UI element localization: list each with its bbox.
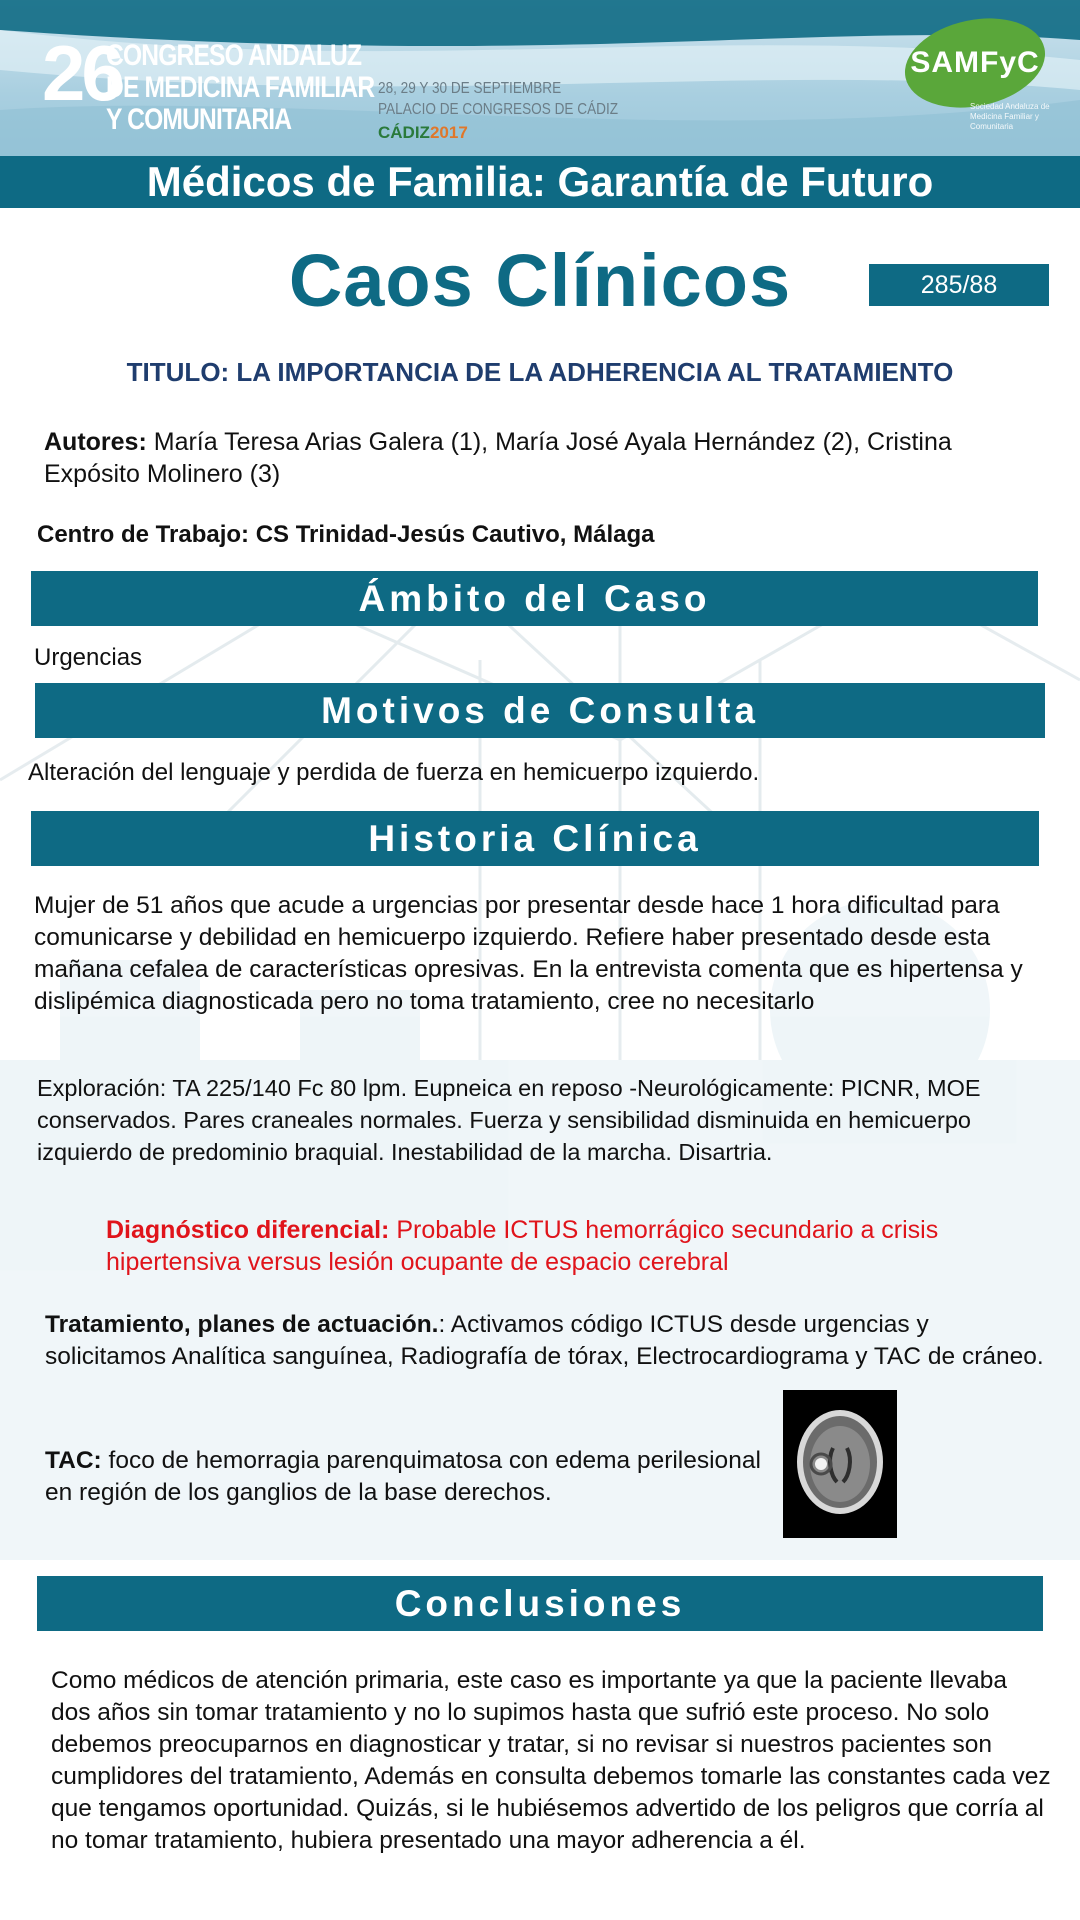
diagnostico-text: Probable ICTUS hemorrágico secundario a crisis hipertensiva versus lesión ocupante de espacio cerebral	[106, 1216, 939, 1276]
heading-historia: Historia Clínica	[31, 811, 1039, 866]
motivos-text: Alteración del lenguaje y perdida de fuerza en hemicuerpo izquierdo.	[28, 759, 760, 786]
congress-number: 26	[42, 29, 121, 117]
ct-scan-image	[783, 1390, 897, 1538]
congress-venue-line: PALACIO DE CONGRESOS DE CÁDIZ	[378, 101, 619, 118]
congress-dates	[378, 78, 618, 120]
tac	[45, 1445, 775, 1509]
congress-dates-line: 28, 29 Y 30 DE SEPTIEMBRE	[378, 80, 562, 97]
logo-subtitle: Sociedad Andaluza de Medicina Familiar y Comunitaria	[970, 102, 1050, 131]
tac-label: TAC:	[45, 1447, 102, 1474]
conclusiones-text: Como médicos de atención primaria, este caso es importante ya que la paciente llevaba dos años sin tomar tratamiento y no lo supimos hasta que sufrió este proceso. No solo debemos preocuparnos en diagnosticar y tratar, si no revisar si nuestros pacientes son cumplidores del tratamiento, Además en consulta debemos tomarle las constantes cada vez que tengamos oportunidad. Quizás, si le hubiésemos advertido de los peligros que corría al no tomar tratamiento, hubiera presentado una mayor adherencia a él.	[51, 1667, 1051, 1854]
congress-name-line: CONGRESO ANDALUZ	[106, 39, 362, 72]
logo-text: SAMFyC	[910, 46, 1040, 79]
authors-text: María Teresa Arias Galera (1), María José Ayala Hernández (2), Cristina Expósito Molinero (3)	[44, 428, 952, 488]
congress-city-year	[378, 123, 468, 143]
congress-city: CÁDIZ	[378, 123, 430, 142]
historia-text: Mujer de 51 años que acude a urgencias por presentar desde hace 1 hora dificultad para comunicarse y debilidad en hemicuerpo izquierdo. Refiere haber presentado desde esta mañana cefalea de características opresivas. En la entrevista comenta que es hipertensa y dislipémica diagnosticada pero no toma tratamiento, cree no necesitarlo	[34, 892, 1023, 1015]
tratamiento-label: Tratamiento, planes de actuación.	[45, 1311, 439, 1338]
heading-conclusiones: Conclusiones	[37, 1576, 1043, 1631]
congress-name-line: DE MEDICINA FAMILIAR	[106, 71, 375, 104]
heading-ambito: Ámbito del Caso	[31, 571, 1038, 626]
heading-motivos: Motivos de Consulta	[35, 683, 1045, 738]
diagnostico-label: Diagnóstico diferencial:	[106, 1216, 390, 1244]
tac-text: foco de hemorragia parenquimatosa con edema perilesional en región de los ganglios de la base derechos.	[45, 1447, 761, 1506]
tratamiento	[45, 1309, 1045, 1373]
authors-label: Autores:	[44, 428, 147, 456]
exploracion-text: Exploración: TA 225/140 Fc 80 lpm. Eupneica en reposo -Neurológicamente: PICNR, MOE conservados. Pares craneales normales. Fuerza y sensibilidad disminuida en hemicuerpo izquierdo de predominio braquial. Inestabilidad de la marcha. Disartria.	[37, 1075, 981, 1165]
case-number-badge: 285/88	[869, 264, 1049, 306]
congress-name-line: Y COMUNITARIA	[106, 103, 292, 136]
workplace: Centro de Trabajo: CS Trinidad-Jesús Cautivo, Málaga	[37, 521, 655, 548]
case-title: TITULO: LA IMPORTANCIA DE LA ADHERENCIA AL TRATAMIENTO	[126, 357, 954, 387]
authors	[44, 426, 1044, 490]
page-title: Caos Clínicos	[288, 239, 792, 322]
diagnostico	[106, 1214, 1006, 1278]
samfyc-logo	[904, 20, 1046, 108]
ambito-text: Urgencias	[34, 644, 143, 671]
congress-year: 2017	[429, 123, 468, 142]
slogan-bar: Médicos de Familia: Garantía de Futuro	[0, 156, 1080, 208]
congress-banner	[0, 0, 1080, 156]
tratamiento-text: : Activamos código ICTUS desde urgencias y solicitamos Analítica sanguínea, Radiografía de tórax, Electrocardiograma y TAC de cráneo.	[45, 1311, 1044, 1370]
congress-name	[106, 39, 375, 136]
